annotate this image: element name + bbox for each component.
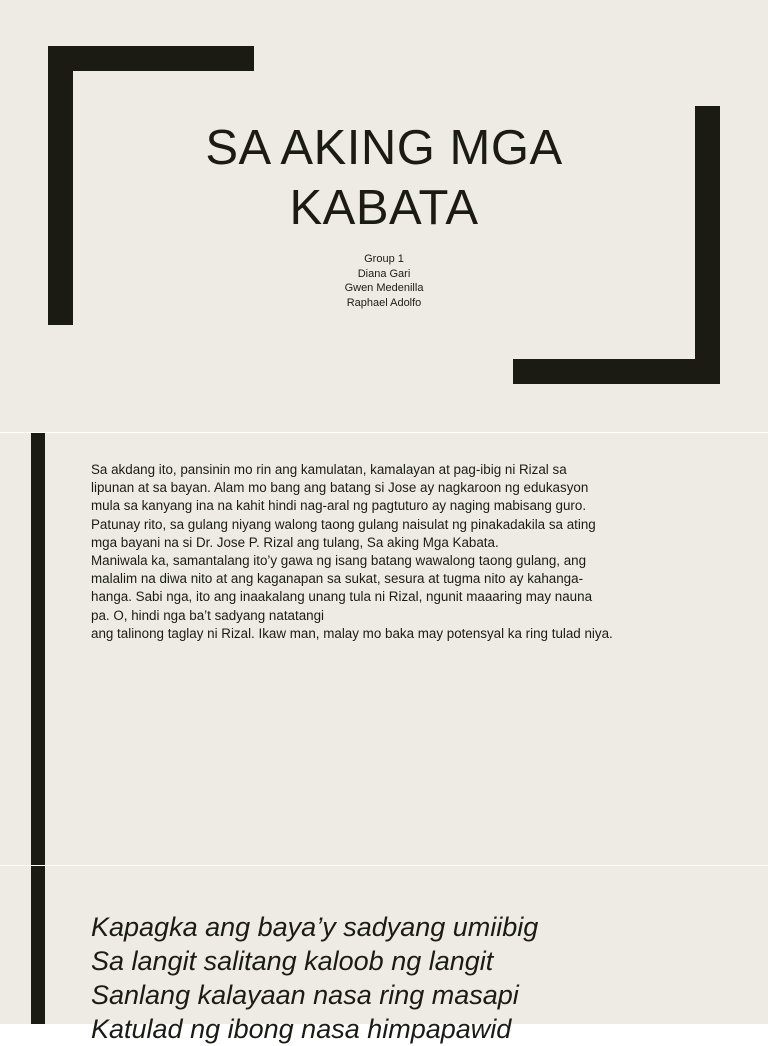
author-name: Gwen Medenilla — [344, 282, 424, 294]
poem-line: Sanlang kalayaan nasa ring masapi — [91, 980, 519, 1010]
frame-bar-top-left-vertical — [48, 46, 73, 325]
paragraph-line: mula sa kanyang ina na kahit hindi nag-aral ng pagtuturo ay naging mabisang guro. — [91, 498, 587, 514]
paragraph-line: mga bayani na si Dr. Jose P. Rizal ang tulang, Sa aking Mga Kabata. — [91, 534, 499, 550]
left-accent-bar — [31, 866, 45, 1024]
poem-line: Kapagka ang baya’y sadyang umiibig — [91, 912, 539, 942]
frame-bar-top-left-horizontal — [48, 46, 254, 71]
paragraph-line: Patunay rito, sa gulang niyang walong taong gulang naisulat ng pinakadakila sa ating — [91, 516, 596, 532]
title-line: SA AKING MGA — [205, 121, 563, 175]
poem-line: Katulad ng ibong nasa himpapawid — [91, 1014, 512, 1044]
frame-bar-bottom-right-vertical — [695, 106, 720, 384]
paragraph-line: Maniwala ka, samantalang ito’y gawa ng isang batang wawalong taong gulang, ang — [91, 553, 587, 569]
paragraph-line: ang talinong taglay ni Rizal. Ikaw man, malay mo baka may potensyal ka ring tulad niya. — [91, 625, 613, 641]
paragraph-line: malalim na diwa nito at ang kaganapan sa sukat, sesura at tugma nito ay kahanga- — [91, 571, 584, 587]
title-slide — [0, 0, 768, 432]
text-slide — [0, 433, 768, 865]
author-name: Raphael Adolfo — [346, 296, 422, 309]
slide-title — [120, 118, 648, 238]
body-paragraph — [91, 461, 701, 643]
poem-line: Sa langit salitang kaloob ng langit — [91, 946, 494, 976]
author-name: Diana Gari — [357, 267, 411, 280]
author-list — [200, 252, 568, 310]
title-line: KABATA — [289, 181, 479, 235]
poem-stanza — [91, 910, 538, 1046]
group-label: Group 1 — [364, 253, 404, 265]
frame-bar-bottom-right-horizontal — [513, 359, 720, 384]
paragraph-line: pa. O, hindi nga ba’t sadyang natatangi — [91, 607, 325, 623]
paragraph-line: hanga. Sabi nga, ito ang inaakalang unang tula ni Rizal, ngunit maaaring may nauna — [91, 589, 593, 605]
paragraph-line: Sa akdang ito, pansinin mo rin ang kamulatan, kamalayan at pag-ibig ni Rizal sa — [91, 462, 567, 477]
poem-slide — [0, 866, 768, 1044]
left-accent-bar — [31, 433, 45, 865]
paragraph-line: lipunan at sa bayan. Alam mo bang ang batang si Jose ay nagkaroon ng edukasyon — [91, 480, 589, 496]
